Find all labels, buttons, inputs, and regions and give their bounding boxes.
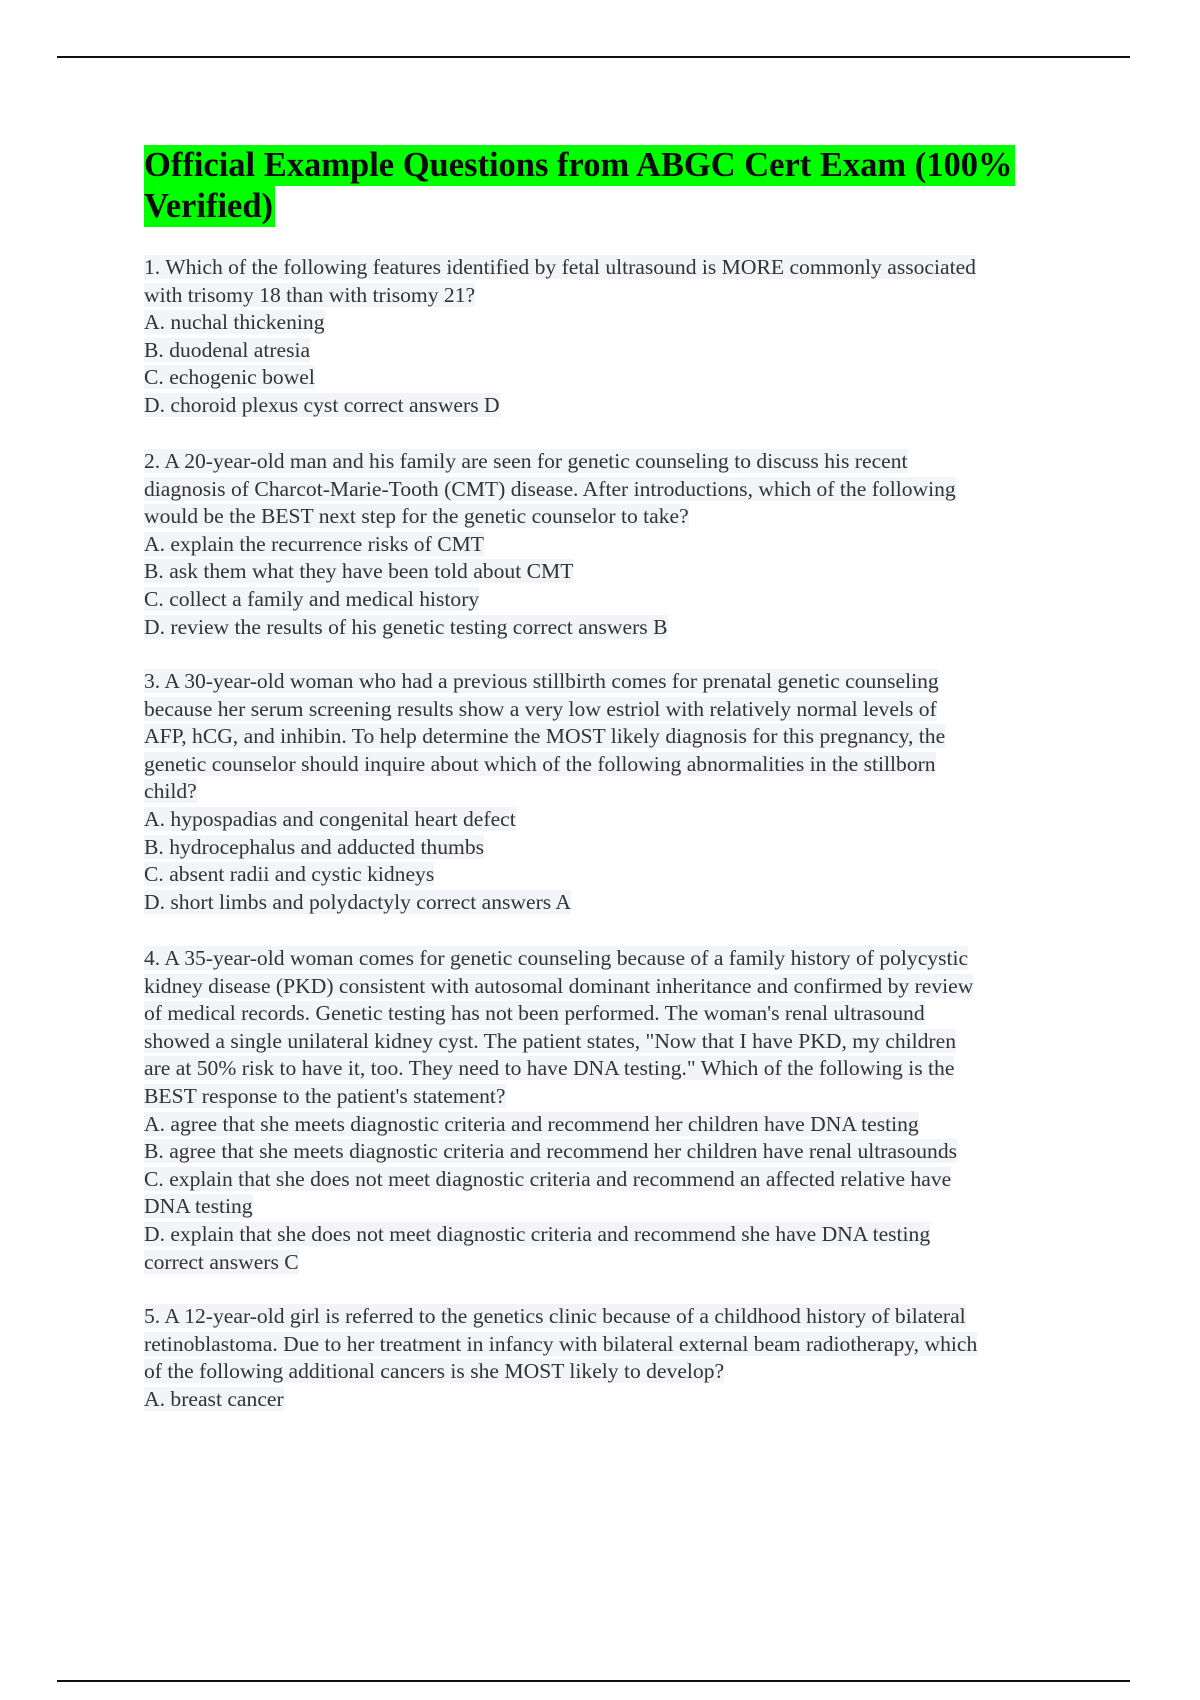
question-line bbox=[144, 392, 976, 420]
question-line-text: child? bbox=[144, 779, 197, 804]
question-line bbox=[144, 448, 956, 476]
question-line-text: genetic counselor should inquire about which of the following abnormalities in the stillborn bbox=[144, 751, 936, 776]
question-line-text: of medical records. Genetic testing has not been performed. The woman's renal ultrasound bbox=[144, 1001, 925, 1026]
question-line-text: retinoblastoma. Due to her treatment in infancy with bilateral external beam radiotherapy, which bbox=[144, 1331, 978, 1356]
question-line bbox=[144, 1083, 973, 1111]
question-line bbox=[144, 1331, 977, 1359]
question-line bbox=[144, 282, 976, 310]
question-line-text: D. explain that she does not meet diagnostic criteria and recommend she have DNA testing bbox=[144, 1221, 931, 1246]
question-line-text: A. hypospadias and congenital heart defect bbox=[144, 806, 516, 831]
question-line bbox=[144, 668, 945, 696]
question-line bbox=[144, 751, 945, 779]
question-line-text: 2. A 20-year-old man and his family are seen for genetic counseling to discuss his recent bbox=[144, 449, 908, 473]
question-line-text: DNA testing bbox=[144, 1194, 253, 1219]
question-line-text: B. ask them what they have been told about CMT bbox=[144, 559, 574, 584]
question-line bbox=[144, 778, 945, 806]
question-line bbox=[144, 1055, 973, 1083]
question-line-text: D. review the results of his genetic testing correct answers B bbox=[144, 614, 668, 639]
question-line-text: B. hydrocephalus and adducted thumbs bbox=[144, 834, 485, 859]
question-line bbox=[144, 254, 976, 282]
question-line-text: BEST response to the patient's statement? bbox=[144, 1083, 506, 1108]
question-line bbox=[144, 586, 956, 614]
question-5 bbox=[144, 1303, 977, 1413]
question-line bbox=[144, 945, 973, 973]
question-line-text: 3. A 30-year-old woman who had a previous stillbirth comes for prenatal genetic counseling bbox=[144, 669, 939, 693]
question-line-text: C. absent radii and cystic kidneys bbox=[144, 862, 435, 887]
question-line bbox=[144, 973, 973, 1001]
question-line-text: C. explain that she does not meet diagnostic criteria and recommend an affected relative have bbox=[144, 1166, 952, 1191]
question-line-text: A. agree that she meets diagnostic criteria and recommend her children have DNA testing bbox=[144, 1111, 919, 1136]
question-line-text: AFP, hCG, and inhibin. To help determine the MOST likely diagnosis for this pregnancy, the bbox=[144, 724, 946, 749]
question-line bbox=[144, 834, 945, 862]
question-line bbox=[144, 1303, 977, 1331]
question-line-text: C. echogenic bowel bbox=[144, 365, 315, 390]
question-line bbox=[144, 364, 976, 392]
question-line bbox=[144, 1249, 973, 1277]
question-2 bbox=[144, 448, 956, 641]
title-line: Official Example Questions from ABGC Cert Exam (100% bbox=[144, 146, 1013, 184]
question-line-text: correct answers C bbox=[144, 1249, 299, 1274]
question-line bbox=[144, 1028, 973, 1056]
question-line bbox=[144, 1358, 977, 1386]
question-line-text: 1. Which of the following features identified by fetal ultrasound is MORE commonly associated bbox=[144, 255, 976, 279]
question-line-text: diagnosis of Charcot-Marie-Tooth (CMT) disease. After introductions, which of the following bbox=[144, 476, 956, 501]
question-line bbox=[144, 1221, 973, 1249]
question-line-text: 4. A 35-year-old woman comes for genetic counseling because of a family history of polycystic bbox=[144, 946, 969, 970]
question-line bbox=[144, 1138, 973, 1166]
question-line bbox=[144, 1111, 973, 1139]
question-line bbox=[144, 1000, 973, 1028]
question-line-text: 5. A 12-year-old girl is referred to the genetics clinic because of a childhood history of bilateral bbox=[144, 1304, 966, 1328]
question-3 bbox=[144, 668, 945, 916]
question-line bbox=[144, 476, 956, 504]
question-line-text: B. duodenal atresia bbox=[144, 337, 311, 362]
question-line-text: C. collect a family and medical history bbox=[144, 586, 480, 611]
question-line bbox=[144, 696, 945, 724]
question-line-text: are at 50% risk to have it, too. They need to have DNA testing." Which of the following is the bbox=[144, 1056, 955, 1081]
question-4 bbox=[144, 945, 973, 1276]
question-line-text: D. short limbs and polydactyly correct answers A bbox=[144, 889, 571, 914]
question-line bbox=[144, 723, 945, 751]
question-line-text: with trisomy 18 than with trisomy 21? bbox=[144, 282, 476, 307]
question-line bbox=[144, 861, 945, 889]
bottom-rule bbox=[57, 1680, 1130, 1682]
question-line-text: kidney disease (PKD) consistent with autosomal dominant inheritance and confirmed by review bbox=[144, 973, 974, 998]
question-line bbox=[144, 806, 945, 834]
question-line-text: showed a single unilateral kidney cyst. The patient states, "Now that I have PKD, my children bbox=[144, 1028, 956, 1053]
question-line-text: B. agree that she meets diagnostic criteria and recommend her children have renal ultrasounds bbox=[144, 1139, 958, 1164]
question-line bbox=[144, 1386, 977, 1414]
question-line bbox=[144, 558, 956, 586]
question-line bbox=[144, 337, 976, 365]
question-1 bbox=[144, 254, 976, 420]
top-rule bbox=[57, 56, 1130, 58]
question-line-text: A. explain the recurrence risks of CMT bbox=[144, 531, 484, 556]
question-line bbox=[144, 889, 945, 917]
question-line bbox=[144, 614, 956, 642]
question-line bbox=[144, 503, 956, 531]
question-line-text: A. nuchal thickening bbox=[144, 310, 325, 335]
question-line bbox=[144, 1193, 973, 1221]
question-line-text: D. choroid plexus cyst correct answers D bbox=[144, 392, 500, 417]
document-title bbox=[144, 145, 1015, 227]
question-line-text: of the following additional cancers is she MOST likely to develop? bbox=[144, 1359, 725, 1384]
question-line-text: A. breast cancer bbox=[144, 1386, 284, 1411]
question-line bbox=[144, 1166, 973, 1194]
question-line-text: because her serum screening results show a very low estriol with relatively normal levels of bbox=[144, 696, 937, 721]
title-line: Verified) bbox=[144, 187, 274, 225]
question-line bbox=[144, 531, 956, 559]
question-line bbox=[144, 309, 976, 337]
question-line-text: would be the BEST next step for the genetic counselor to take? bbox=[144, 504, 689, 529]
